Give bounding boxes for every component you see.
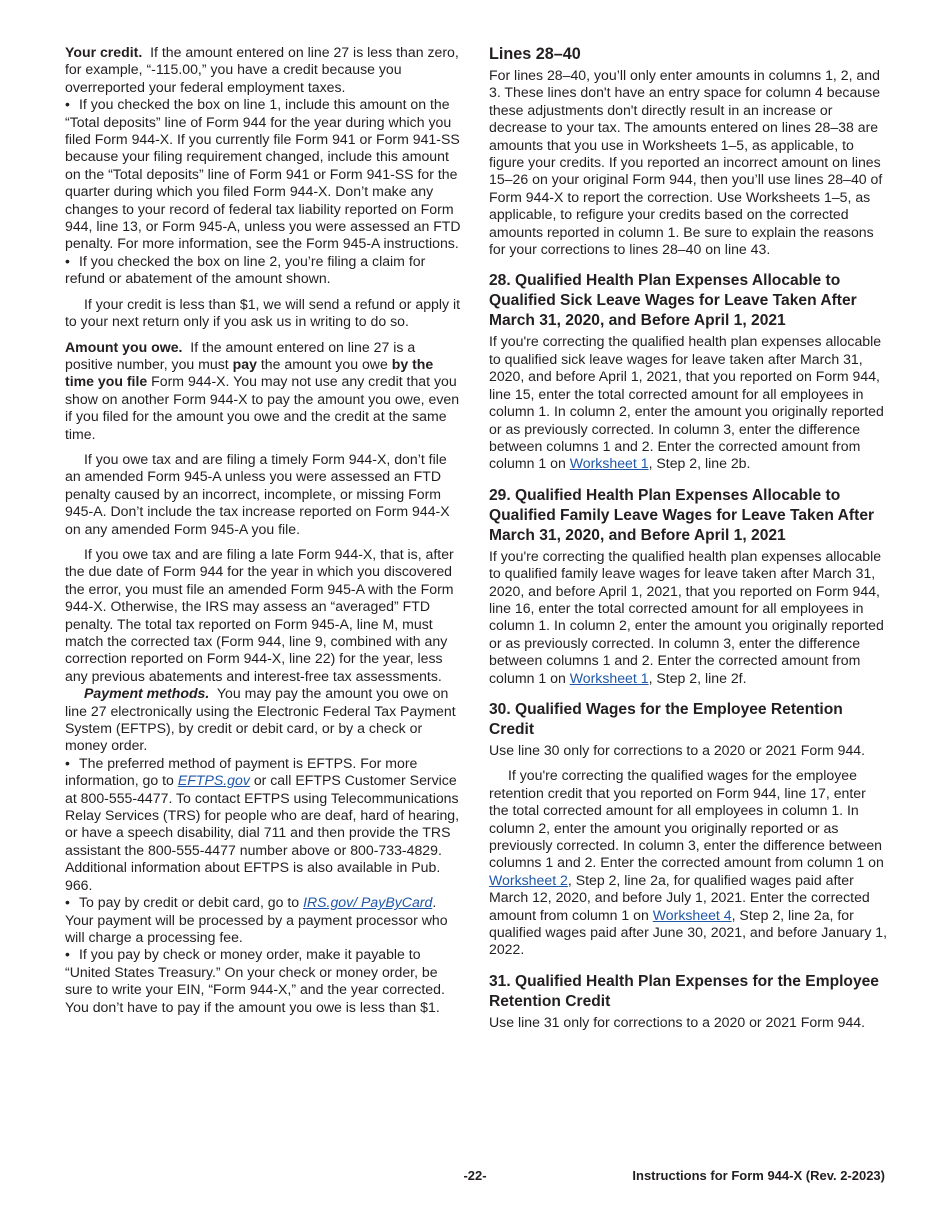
left-column (65, 44, 463, 1016)
section-30 (489, 700, 889, 959)
worksheet-1-link[interactable]: Worksheet 1 (569, 455, 649, 472)
credit-bullet-1: • If you checked the box on line 1, include this amount on the “Total deposits” line of Form 944 for the year during which you filed Form 944-X. If you currently file Form 941 or Form 941-SS because your filing requirement changed, include this amount on the “Total deposits” line of Form 941 or Form 941-SS for the quarter during which you filed Form 944-X. Don’t make any changes to your record of federal tax liability reported on Form 944, line 13, or Form 945-A, unless you were assessed an FTD penalty. For more information, see the Form 945-A instructions. (65, 96, 463, 253)
section-29-heading: 29. Qualified Health Plan Expenses Allocable to Qualified Family Leave Wages for Leave Taken After March 31, 2020, and Before April 1, 2021 (489, 486, 875, 544)
payment-methods-paragraph: Payment methods. You may pay the amount you owe on line 27 electronically using the Electronic Federal Tax Payment System (EFTPS), by credit or debit card, or by a check or money order. (65, 685, 456, 754)
credit-less-than-1-paragraph: If your credit is less than $1, we will send a refund or apply it to your next return only if you ask us in writing to do so. (65, 295, 461, 330)
timely-filing-paragraph: If you owe tax and are filing a timely Form 944-X, don’t file an amended Form 945-A unless you were assessed an FTD penalty caused by an incorrect, incomplete, or missing Form 945-A. Don’t include the tax increase reported on Form 944-X on any amended Form 945-A you file. (65, 450, 450, 537)
worksheet-2-link[interactable]: Worksheet 2 (489, 871, 568, 888)
lines-28-40-text: For lines 28–40, you’ll only enter amounts in columns 1, 2, and 3. These lines don't have an entry space for column 4 because these adjustments don't directly result in an increase or decrease to your tax. The amounts entered on lines 28–38 are amounts that you use in Worksheets 1–5, as applicable, to figure your credits. If you reported an incorrect amount on lines 15–26 on your original Form 944, then you’ll use lines 28–40 of Form 944-X to report the correction. Use Worksheets 1–5, as applicable, to refigure your credits based on the corrected amounts reported in column 1. Be sure to explain the reasons for your corrections to lines 28–40 on line 43. (489, 67, 883, 258)
section-30-text-2: If you're correcting the qualified wages for the employee retention credit that you reported on Form 944, line 17, enter the total corrected amount for all employees in column 1. In column 2, enter the amount you originally reported or as previously corrected. In column 3, enter the difference between columns 1 and 2. Enter the corrected amount from column 1 on Worksheet 2, Step 2, line 2a, for qualified wages paid after March 12, 2020, and before July 1, 2021. Enter the corrected amount from column 1 on Worksheet 4, Step 2, line 2a, for qualified wages paid after June 30, 2021, and before January 1, 2022. (489, 767, 888, 958)
payment-bullet-card: • To pay by credit or debit card, go to IRS.gov/ PayByCard. Your payment will be processed by a payment processor who will charge a processing fee. (65, 894, 463, 946)
section-31-text: Use line 31 only for corrections to a 2020 or 2021 Form 944. (489, 1013, 866, 1030)
pay-by-card-link[interactable]: IRS.gov/ PayByCard (303, 894, 433, 911)
amount-you-owe-paragraph: Amount you owe. If the amount entered on line 27 is a positive number, you must pay the amount you owe by the time you file Form 944-X. You may not use any credit that you show on another Form 944-X to pay the amount you owe, even if you filed for the amount you owe and the credit at the same time. (65, 338, 460, 442)
section-31-heading: 31. Qualified Health Plan Expenses for the Employee Retention Credit (489, 972, 879, 1010)
section-31 (489, 972, 889, 1031)
credit-bullet-2: • If you checked the box on line 2, you’re filing a claim for refund or abatement of the amount shown. (65, 253, 463, 288)
document-title: Instructions for Form 944-X (Rev. 2-2023) (632, 1168, 885, 1183)
page-number: -22- (463, 1168, 487, 1183)
worksheet-1-link[interactable]: Worksheet 1 (569, 669, 649, 686)
your-credit-heading: Your credit. (65, 44, 143, 60)
payment-bullet-eftps: • The preferred method of payment is EFTPS. For more information, go to EFTPS.gov or call EFTPS Customer Service at 800-555-4477. To contact EFTPS using Telecommunications Relay Services (TRS) for people who are deaf, hard of hearing, or have a speech disability, dial 711 and then provide the TRS assistant the 800-555-4477 number above or 800-733-4829. Additional information about EFTPS is also available in Pub. 966. (65, 755, 463, 894)
lines-28-40-heading: Lines 28–40 (489, 45, 581, 63)
late-filing-paragraph: If you owe tax and are filing a late Form 944-X, that is, after the due date of Form 944 for the year in which you discovered the error, you must file an amended Form 945-A with the Form 944-X. Otherwise, the IRS may assess an “averaged” FTD penalty. The total tax reported on Form 945-A, line M, must match the corrected tax (Form 944, line 9, combined with any correction reported on Form 944-X, line 22) for the year, less any previous abatements and interest-free tax assessments. (65, 545, 454, 684)
amount-you-owe-heading: Amount you owe. (65, 338, 183, 355)
section-30-text-1: Use line 30 only for corrections to a 2020 or 2021 Form 944. (489, 741, 866, 758)
section-28 (489, 271, 889, 472)
section-28-text: If you're correcting the qualified health plan expenses allocable to qualified sick leave wages for leave taken after March 31, 2020, and before April 1, 2021, that you reported on Form 944, line 15, enter the total corrected amount for all employees in column 1. In column 2, enter the amount you originally reported or as previously corrected. In column 3, enter the difference between columns 1 and 2. Enter the corrected amount from column 1 on Worksheet 1, Step 2, line 2b. (489, 333, 884, 472)
your-credit-paragraph: Your credit. If the amount entered on line 27 is less than zero, for example, “-115.00,” you have a credit because you overreported your federal employment taxes. (65, 44, 459, 95)
payment-methods-heading: Payment methods. (84, 685, 210, 702)
less-than-1-note: You don’t have to pay if the amount you owe is less than $1. (65, 998, 440, 1015)
worksheet-4-link[interactable]: Worksheet 4 (652, 906, 732, 923)
payment-bullet-check: • If you pay by check or money order, make it payable to “United States Treasury.” On your check or money order, be sure to write your EIN, “Form 944-X,” and the year corrected. (65, 946, 463, 998)
eftps-link[interactable]: EFTPS.gov (177, 772, 250, 789)
section-29 (489, 486, 889, 687)
right-column (489, 44, 889, 1031)
section-30-heading: 30. Qualified Wages for the Employee Retention Credit (489, 700, 843, 738)
section-28-heading: 28. Qualified Health Plan Expenses Allocable to Qualified Sick Leave Wages for Leave Taken After March 31, 2020, and Before April 1, 2021 (489, 272, 857, 330)
section-29-text: If you're correcting the qualified health plan expenses allocable to qualified family leave wages for leave taken after March 31, 2020, and before April 1, 2021, that you reported on Form 944, line 16, enter the total corrected amount for all employees in column 1. In column 2, enter the amount you originally reported or as previously corrected. In column 3, enter the difference between columns 1 and 2. Enter the corrected amount from column 1 on Worksheet 1, Step 2, line 2f. (489, 547, 884, 686)
